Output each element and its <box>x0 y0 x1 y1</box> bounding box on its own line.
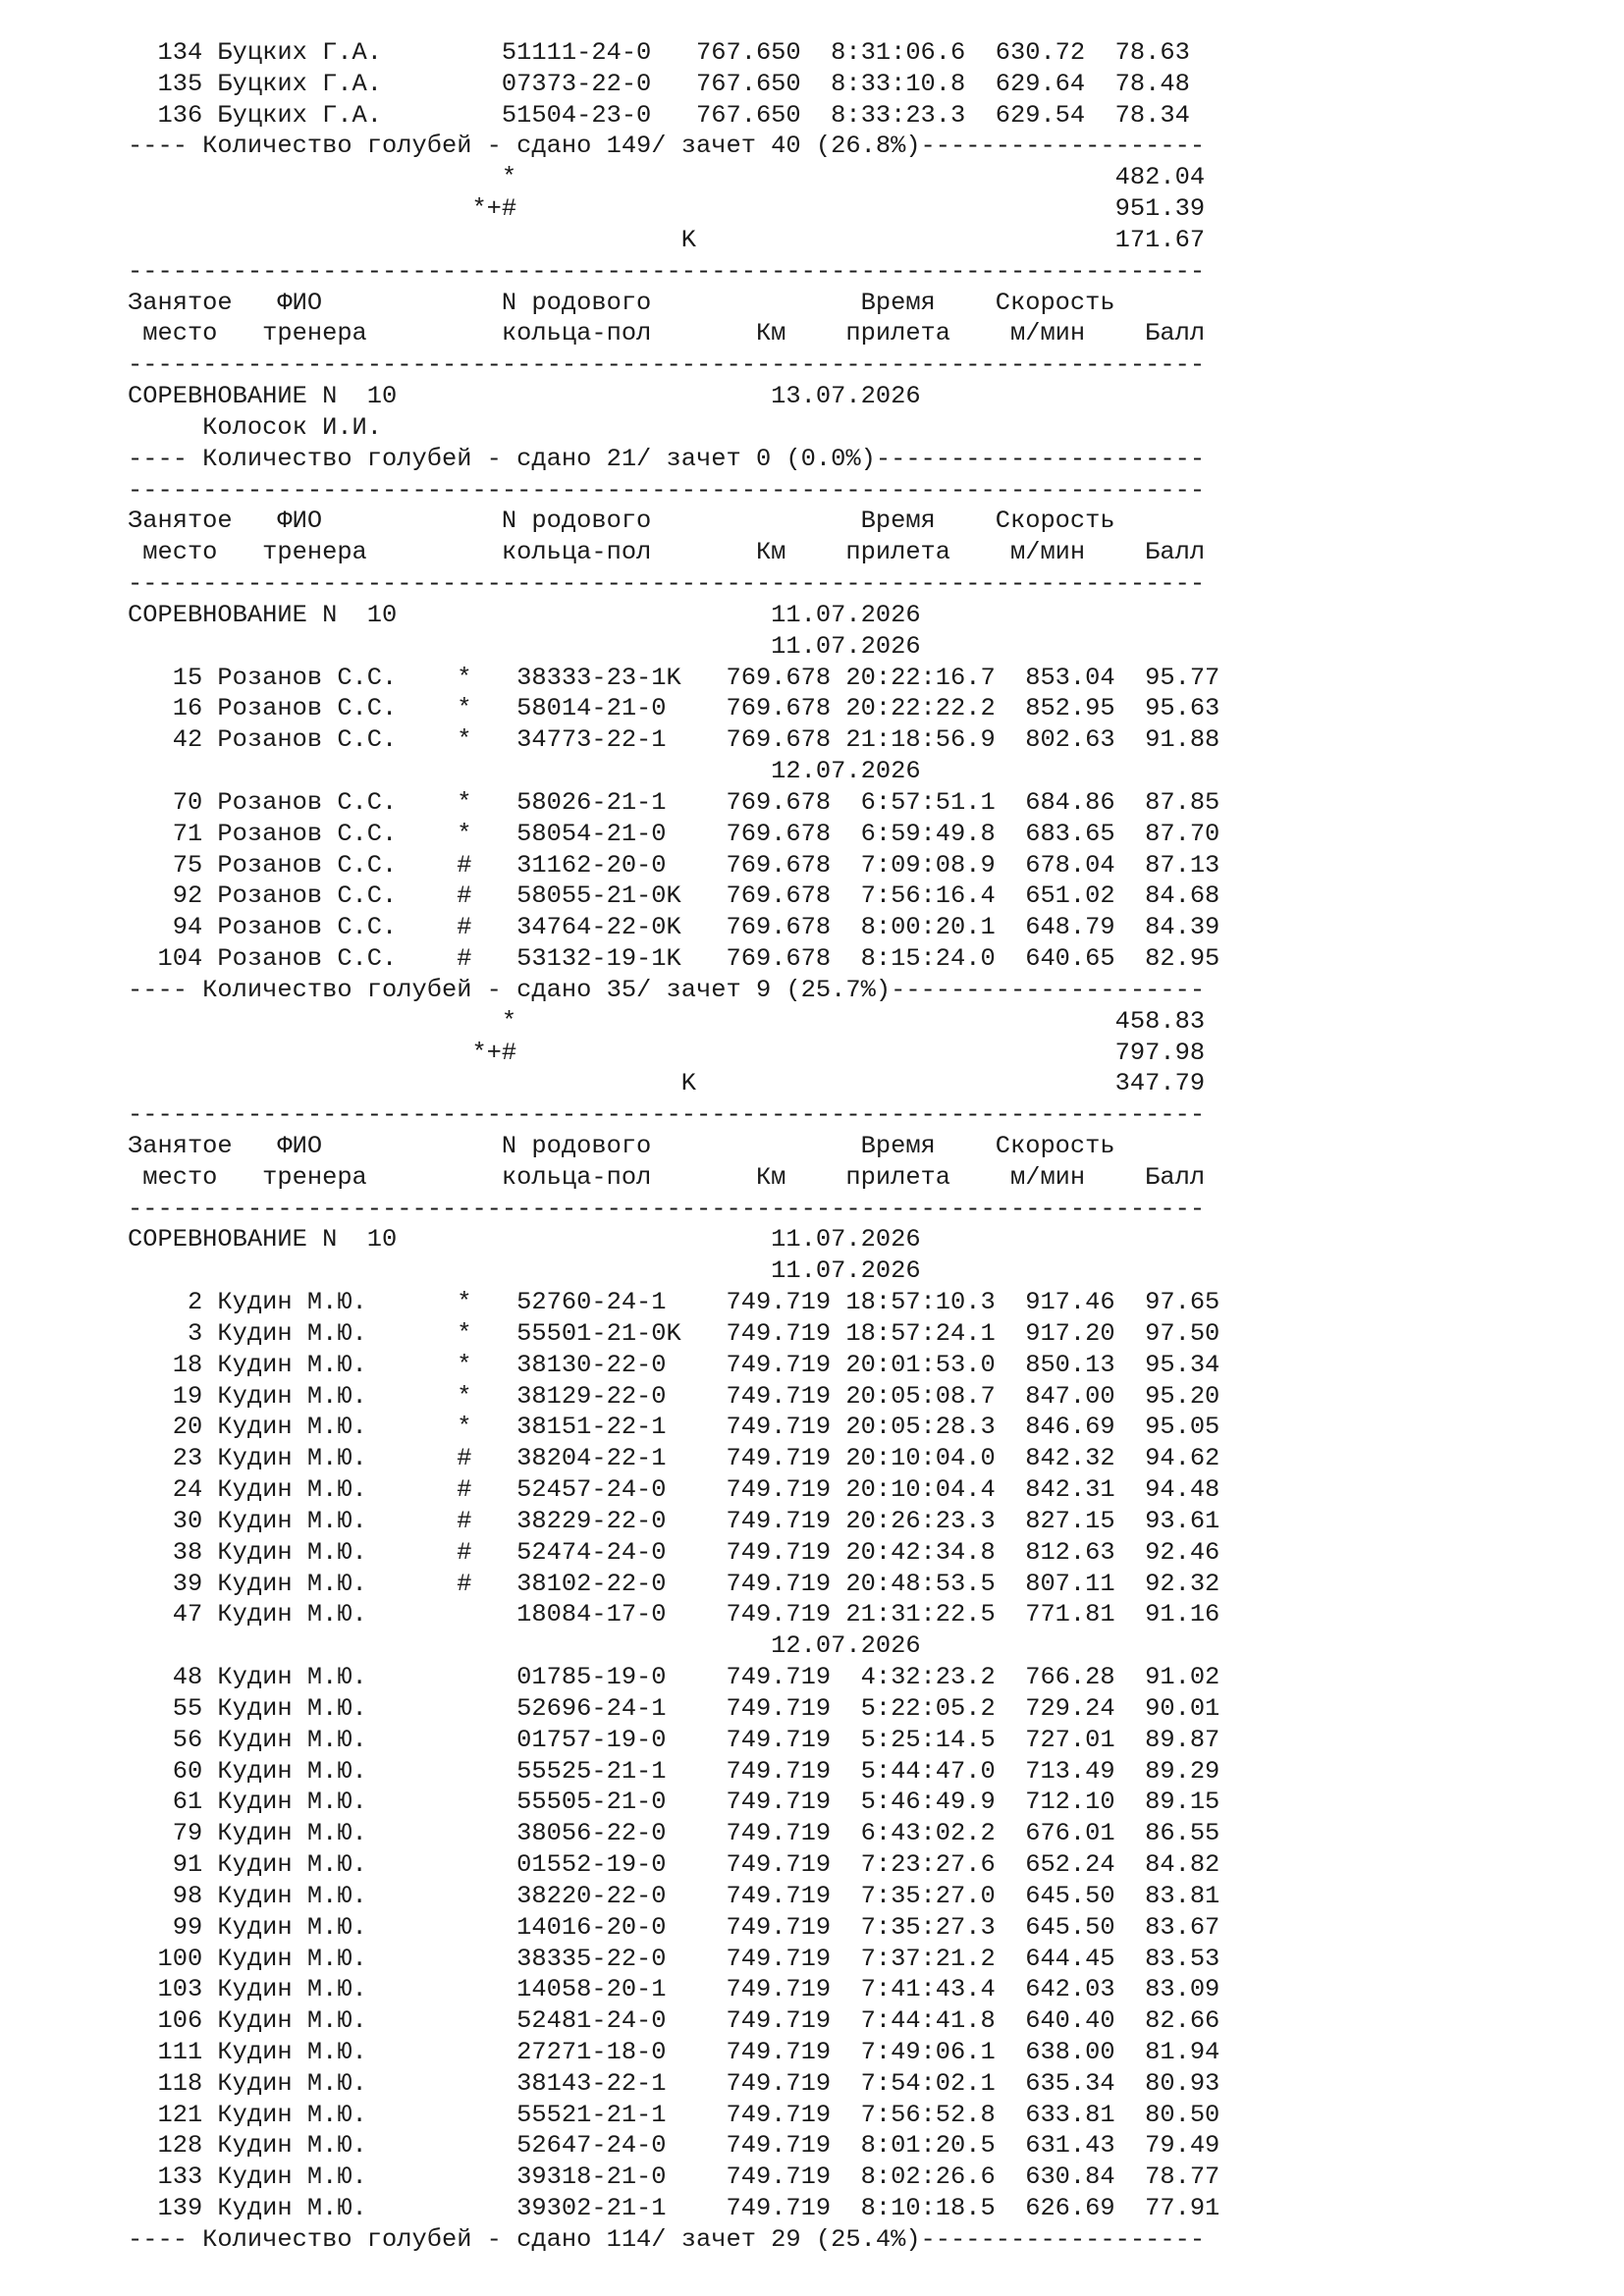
report-line: ---- Количество голубей - сдано 114/ зачет 29 (25.4%)------------------- <box>128 2224 1206 2254</box>
report-line: 128 Кудин М.Ю. 52647-24-0 749.719 8:01:20.5 631.43 79.49 <box>128 2131 1220 2161</box>
report-line: 23 Кудин М.Ю. # 38204-22-1 749.719 20:10:04.0 842.32 94.62 <box>128 1444 1220 1473</box>
report-line: 118 Кудин М.Ю. 38143-22-1 749.719 7:54:02.1 635.34 80.93 <box>128 2068 1220 2098</box>
report-line: 121 Кудин М.Ю. 55521-21-1 749.719 7:56:52.8 633.81 80.50 <box>128 2100 1220 2129</box>
report-line: ---- Количество голубей - сдано 35/ зачет 9 (25.7%)--------------------- <box>128 975 1206 1004</box>
report-line: 79 Кудин М.Ю. 38056-22-0 749.719 6:43:02.2 676.01 86.55 <box>128 1819 1220 1848</box>
report-line: K 347.79 <box>128 1069 1206 1098</box>
report-line: место тренера кольца-пол Км прилета м/мин Балл <box>128 538 1206 567</box>
report-line: * 458.83 <box>128 1006 1206 1036</box>
report-line: 47 Кудин М.Ю. 18084-17-0 749.719 21:31:22.5 771.81 91.16 <box>128 1600 1220 1629</box>
report-line: 60 Кудин М.Ю. 55525-21-1 749.719 5:44:47.0 713.49 89.29 <box>128 1756 1220 1786</box>
report-line: место тренера кольца-пол Км прилета м/мин Балл <box>128 1162 1206 1192</box>
report-line: 136 Буцких Г.А. 51504-23-0 767.650 8:33:23.3 629.54 78.34 <box>128 100 1190 130</box>
report-line: Занятое ФИО N родового Время Скорость <box>128 507 1115 536</box>
report-line: 39 Кудин М.Ю. # 38102-22-0 749.719 20:48:53.5 807.11 92.32 <box>128 1569 1220 1598</box>
report-line: 30 Кудин М.Ю. # 38229-22-0 749.719 20:26:23.3 827.15 93.61 <box>128 1506 1220 1535</box>
report-line: 71 Розанов С.С. * 58054-21-0 769.678 6:59:49.8 683.65 87.70 <box>128 819 1220 848</box>
report-line: * 482.04 <box>128 163 1206 192</box>
report-line: 100 Кудин М.Ю. 38335-22-0 749.719 7:37:21.2 644.45 83.53 <box>128 1944 1220 1973</box>
report-line: место тренера кольца-пол Км прилета м/мин Балл <box>128 319 1206 348</box>
report-line: 12.07.2026 <box>128 757 921 786</box>
report-line: 94 Розанов С.С. # 34764-22-0K 769.678 8:00:20.1 648.79 84.39 <box>128 913 1220 942</box>
report-line: 61 Кудин М.Ю. 55505-21-0 749.719 5:46:49.9 712.10 89.15 <box>128 1788 1220 1817</box>
report-line: ------------------------------------------------------------------------ <box>128 475 1206 505</box>
report-line: 70 Розанов С.С. * 58026-21-1 769.678 6:57:51.1 684.86 87.85 <box>128 787 1220 817</box>
race-results-report <box>128 37 1219 2256</box>
report-line: ------------------------------------------------------------------------ <box>128 569 1206 599</box>
report-line: ------------------------------------------------------------------------ <box>128 1100 1206 1130</box>
report-line: 20 Кудин М.Ю. * 38151-22-1 749.719 20:05:28.3 846.69 95.05 <box>128 1413 1220 1442</box>
report-line: *+# 797.98 <box>128 1038 1206 1067</box>
report-line: 18 Кудин М.Ю. * 38130-22-0 749.719 20:01:53.0 850.13 95.34 <box>128 1350 1220 1379</box>
report-line: ---- Количество голубей - сдано 21/ зачет 0 (0.0%)---------------------- <box>128 444 1206 473</box>
report-line: Колосок И.И. <box>128 412 383 442</box>
report-line: 98 Кудин М.Ю. 38220-22-0 749.719 7:35:27.0 645.50 83.81 <box>128 1881 1220 1910</box>
report-line: 135 Буцких Г.А. 07373-22-0 767.650 8:33:10.8 629.64 78.48 <box>128 69 1190 98</box>
report-line: 11.07.2026 <box>128 1256 921 1286</box>
report-line: ------------------------------------------------------------------------ <box>128 1194 1206 1223</box>
report-line: 38 Кудин М.Ю. # 52474-24-0 749.719 20:42:34.8 812.63 92.46 <box>128 1537 1220 1567</box>
report-line: 42 Розанов С.С. * 34773-22-1 769.678 21:18:56.9 802.63 91.88 <box>128 725 1220 755</box>
report-line: 16 Розанов С.С. * 58014-21-0 769.678 20:22:22.2 852.95 95.63 <box>128 694 1220 723</box>
report-line: 139 Кудин М.Ю. 39302-21-1 749.719 8:10:18.5 626.69 77.91 <box>128 2194 1220 2223</box>
report-line: СОРЕВНОВАНИЕ N 10 11.07.2026 <box>128 600 921 629</box>
report-line: 75 Розанов С.С. # 31162-20-0 769.678 7:09:08.9 678.04 87.13 <box>128 850 1220 880</box>
report-line: 99 Кудин М.Ю. 14016-20-0 749.719 7:35:27.3 645.50 83.67 <box>128 1912 1220 1942</box>
report-line: 48 Кудин М.Ю. 01785-19-0 749.719 4:32:23.2 766.28 91.02 <box>128 1663 1220 1692</box>
report-line: 91 Кудин М.Ю. 01552-19-0 749.719 7:23:27.6 652.24 84.82 <box>128 1850 1220 1880</box>
report-line: 134 Буцких Г.А. 51111-24-0 767.650 8:31:06.6 630.72 78.63 <box>128 38 1190 67</box>
report-line: 106 Кудин М.Ю. 52481-24-0 749.719 7:44:41.8 640.40 82.66 <box>128 2006 1220 2036</box>
report-line: 103 Кудин М.Ю. 14058-20-1 749.719 7:41:43.4 642.03 83.09 <box>128 1975 1220 2004</box>
report-line: 104 Розанов С.С. # 53132-19-1K 769.678 8:15:24.0 640.65 82.95 <box>128 944 1220 974</box>
report-line: 133 Кудин М.Ю. 39318-21-0 749.719 8:02:26.6 630.84 78.77 <box>128 2163 1220 2192</box>
report-line: 56 Кудин М.Ю. 01757-19-0 749.719 5:25:14.5 727.01 89.87 <box>128 1725 1220 1754</box>
report-line: 12.07.2026 <box>128 1631 921 1661</box>
report-line: Занятое ФИО N родового Время Скорость <box>128 288 1115 317</box>
report-line: 92 Розанов С.С. # 58055-21-0K 769.678 7:56:16.4 651.02 84.68 <box>128 881 1220 911</box>
report-line: 24 Кудин М.Ю. # 52457-24-0 749.719 20:10:04.4 842.31 94.48 <box>128 1475 1220 1505</box>
report-line: СОРЕВНОВАНИЕ N 10 11.07.2026 <box>128 1225 921 1255</box>
report-line: Занятое ФИО N родового Время Скорость <box>128 1131 1115 1160</box>
report-line: K 171.67 <box>128 225 1206 254</box>
report-line: ------------------------------------------------------------------------ <box>128 256 1206 286</box>
report-line: 15 Розанов С.С. * 38333-23-1K 769.678 20:22:16.7 853.04 95.77 <box>128 663 1220 692</box>
report-line: 19 Кудин М.Ю. * 38129-22-0 749.719 20:05:08.7 847.00 95.20 <box>128 1381 1220 1411</box>
report-line: ------------------------------------------------------------------------ <box>128 350 1206 380</box>
report-line: *+# 951.39 <box>128 194 1206 224</box>
report-line: 111 Кудин М.Ю. 27271-18-0 749.719 7:49:06.1 638.00 81.94 <box>128 2038 1220 2066</box>
report-line: 11.07.2026 <box>128 631 921 661</box>
report-line: 2 Кудин М.Ю. * 52760-24-1 749.719 18:57:10.3 917.46 97.65 <box>128 1288 1220 1317</box>
report-line: 3 Кудин М.Ю. * 55501-21-0K 749.719 18:57:24.1 917.20 97.50 <box>128 1318 1220 1348</box>
report-line: СОРЕВНОВАНИЕ N 10 13.07.2026 <box>128 382 921 411</box>
report-line: ---- Количество голубей - сдано 149/ зачет 40 (26.8%)------------------- <box>128 132 1206 161</box>
report-line: 55 Кудин М.Ю. 52696-24-1 749.719 5:22:05.2 729.24 90.01 <box>128 1693 1220 1723</box>
